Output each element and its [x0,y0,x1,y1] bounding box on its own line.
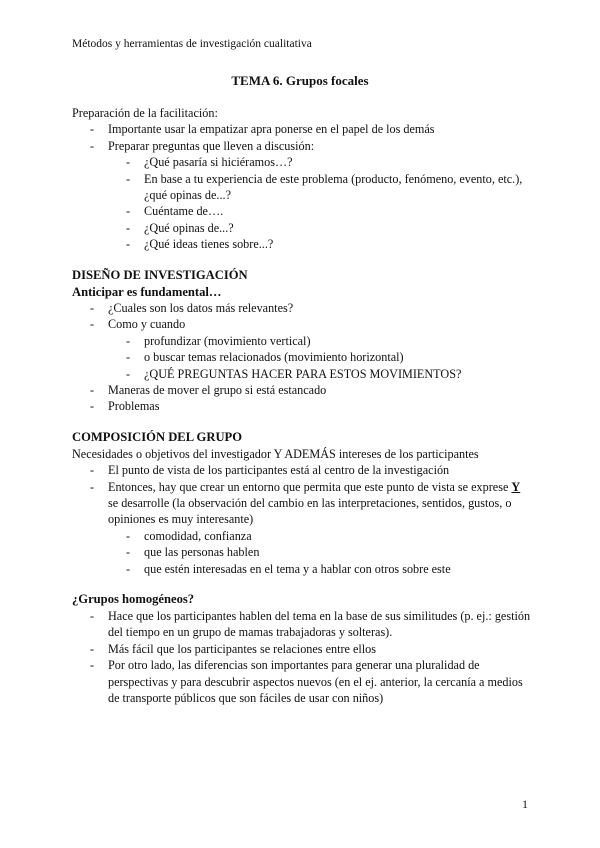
running-header: Métodos y herramientas de investigación cualitativa [72,38,312,50]
bullet-list [72,382,532,415]
sub-bullet-list [72,528,532,577]
emphasis-text: Y [511,479,521,494]
item-text: Entonces, hay que crear un entorno que permita que este punto de vista se exprese [108,479,512,494]
bullet-list [72,462,532,528]
page-title: TEMA 6. Grupos focales [231,73,369,88]
list-item: - ¿Qué ideas tienes sobre...? [72,236,532,252]
list-item: - Problemas [72,398,532,414]
list-item: - ¿Qué opinas de...? [72,220,532,236]
bullet-list [72,121,532,154]
list-item: - Cuéntame de…. [72,203,532,219]
section-subheading: Anticipar es fundamental… [72,284,222,299]
section-heading: COMPOSICIÓN DEL GRUPO [72,430,243,445]
list-item: - ¿Cuales son los datos más relevantes? [72,300,532,316]
section-intro: Preparación de la facilitación: [72,106,218,120]
list-item: - Más fácil que los participantes se relaciones entre ellos [72,641,532,657]
list-item: - ¿QUÉ PREGUNTAS HACER PARA ESTOS MOVIMIENTOS? [72,366,532,382]
list-item: - o buscar temas relacionados (movimiento horizontal) [72,349,532,365]
list-item: - ¿Qué pasaría si hiciéramos…? [72,154,532,170]
list-item [72,479,532,528]
document-body [72,105,532,706]
list-item: - Hace que los participantes hablen del tema en la base de sus similitudes (p. ej.: gestión del tiempo en un grupo de mamas trabajadoras y solteras). [72,608,532,641]
list-item: - que estén interesadas en el tema y a hablar con otros sobre este [72,561,532,577]
list-item: - Por otro lado, las diferencias son importantes para generar una pluralidad de perspectivas y para descubrir aspectos nuevos (en el ej. anterior, la cercanía a medios de transporte públicos que son fáciles de usar con niños) [72,657,532,706]
bullet-list [72,608,532,706]
list-item: - Maneras de mover el grupo si está estancado [72,382,532,398]
list-item: - que las personas hablen [72,544,532,560]
sub-bullet-list [72,154,532,252]
list-item: - Como y cuando [72,316,532,332]
list-item: - Importante usar la empatizar apra ponerse en el papel de los demás [72,121,532,137]
item-text: se desarrolle (la observación del cambio en las interpretaciones, sentidos, gustos, o opiniones es muy interesante) [108,495,512,527]
list-item: - profundizar (movimiento vertical) [72,333,532,349]
section-heading: DISEÑO DE INVESTIGACIÓN [72,268,248,283]
list-item: - Preparar preguntas que lleven a discusión: [72,138,532,154]
list-item: - En base a tu experiencia de este problema (producto, fenómeno, evento, etc.), ¿qué opinas de...? [72,171,532,204]
list-item: - El punto de vista de los participantes está al centro de la investigación [72,462,532,478]
bullet-list [72,300,532,333]
list-item: - comodidad, confianza [72,528,532,544]
section-intro: Necesidades o objetivos del investigador Y ADEMÁS intereses de los participantes [72,446,479,461]
sub-bullet-list [72,333,532,382]
page-number: 1 [522,797,528,811]
section-heading: ¿Grupos homogéneos? [72,592,195,607]
